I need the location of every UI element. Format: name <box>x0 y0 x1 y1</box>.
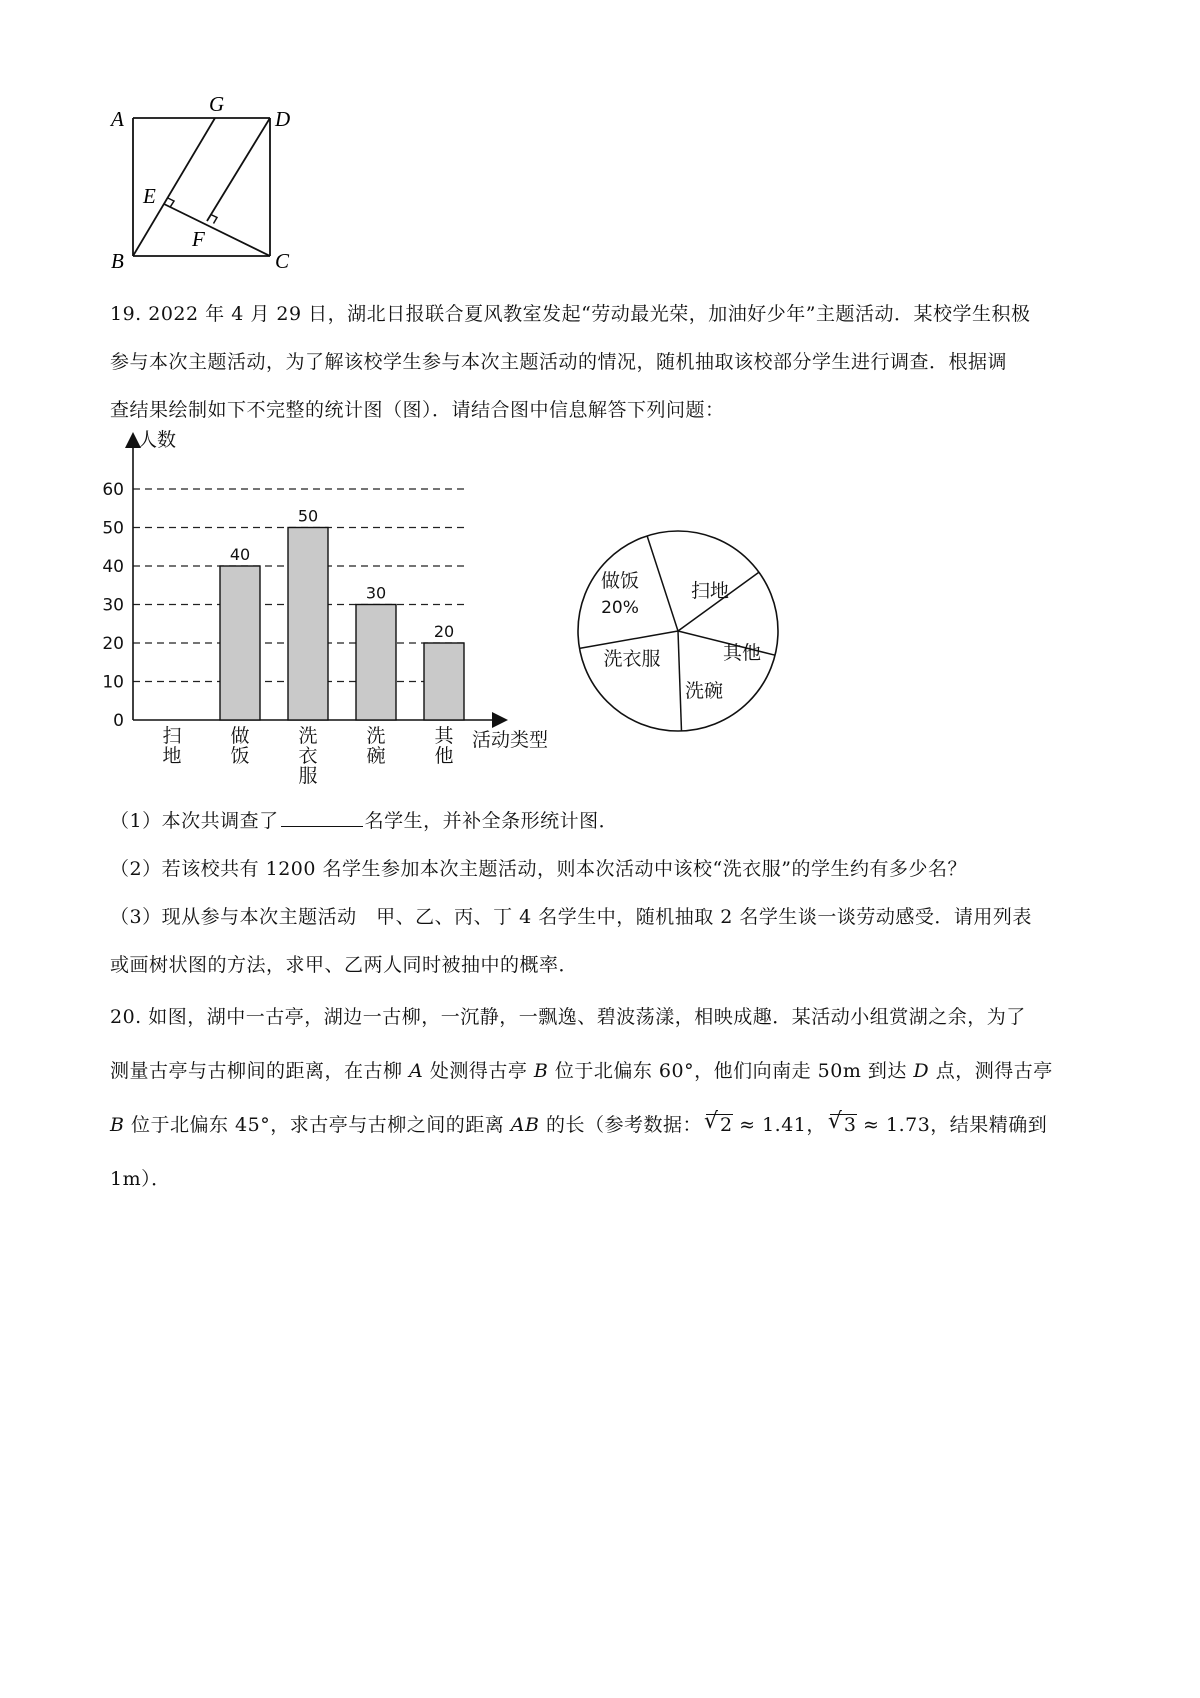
label-F: F <box>192 227 205 251</box>
q19-sub1-before: （1）本次共调查了 <box>110 810 279 832</box>
q20-line-3 <box>110 1098 1100 1152</box>
sqrt-2: √ 2 <box>706 1114 733 1135</box>
y-tick-label: 0 <box>113 711 124 731</box>
y-tick-label: 20 <box>102 634 124 654</box>
x-category-label: 服 <box>298 765 318 787</box>
point-B: B <box>533 1060 549 1082</box>
x-category-label: 饭 <box>230 745 250 767</box>
label-E: E <box>143 184 156 208</box>
pie-percent-label: 20% <box>601 598 639 618</box>
bar-做饭 <box>220 566 260 720</box>
q20-text: ≈ 1.41， <box>732 1114 826 1136</box>
y-tick-label: 10 <box>102 672 124 693</box>
q20-line-1: 20. 如图，湖中一古亭，湖边一古柳，一沉静，一飘逸、碧波荡漾，相映成趣．某活动小组赏湖之余，为了 <box>110 1006 1026 1028</box>
q19-sub3-line-2: 或画树状图的方法，求甲、乙两人同时被抽中的概率． <box>110 954 579 976</box>
q19-sub3-line-1: （3）现从参与本次主题活动 甲、乙、丙、丁 4 名学生中，随机抽取 2 名学生谈一谈劳动感受．请用列表 <box>110 906 1032 928</box>
point-D: D <box>913 1060 930 1082</box>
x-category-label: 洗 <box>298 725 318 747</box>
pie-label-其他: 其他 <box>722 642 762 664</box>
pie-slice-boundary <box>580 631 678 648</box>
pie-chart <box>570 525 790 745</box>
pie-label-洗碗: 洗碗 <box>684 680 724 702</box>
label-G: G <box>209 92 225 116</box>
bar-chart <box>100 420 570 800</box>
q20-text: 处测得古亭 <box>423 1060 534 1082</box>
q19-intro <box>110 290 1100 434</box>
q20-text: 的长（参考数据： <box>539 1114 702 1136</box>
x-category-label: 扫 <box>162 725 182 747</box>
x-category-label: 洗 <box>366 725 386 747</box>
pie-slice-boundary <box>678 631 681 731</box>
q19-sub2: （2）若该校共有 1200 名学生参加本次主题活动，则本次活动中该校“洗衣服”的学生约有多少名？ <box>110 858 967 880</box>
q20-text: 点，测得古亭 <box>929 1060 1053 1082</box>
bar-其他 <box>424 643 464 720</box>
q19-line-3: 查结果绘制如下不完整的统计图（图）．请结合图中信息解答下列问题： <box>110 399 725 421</box>
q19-sub1-after: 名学生，并补全条形统计图． <box>364 810 619 832</box>
q19-line-2: 参与本次主题活动，为了解该校学生参与本次主题活动的情况，随机抽取该校部分学生进行调查．根据调 <box>110 351 1008 373</box>
y-tick-label: 60 <box>102 480 124 500</box>
x-category-label: 做 <box>230 725 250 747</box>
y-axis-label: 人数 <box>138 429 177 451</box>
bar-value-label: 30 <box>365 583 387 603</box>
x-category-label: 碗 <box>366 745 386 767</box>
answer-blank <box>281 808 363 827</box>
bar-洗衣服 <box>288 528 328 721</box>
q19-subquestions <box>110 797 1100 989</box>
y-tick-label: 40 <box>102 557 124 577</box>
pie-slice-boundary <box>647 536 678 631</box>
q20-line-4: 1m）． <box>110 1168 171 1190</box>
x-axis-label: 活动类型 <box>472 729 549 751</box>
x-category-label: 衣 <box>298 745 318 767</box>
q20-text: 位于北偏东 60°，他们向南走 50m 到达 <box>548 1060 914 1082</box>
label-B: B <box>111 249 124 273</box>
pie-label-洗衣服: 洗衣服 <box>603 648 661 670</box>
sqrt-3: √ 3 <box>830 1114 857 1135</box>
q20-text: 测量古亭与古柳间的距离，在古柳 <box>110 1060 410 1082</box>
pie-label-做饭: 做饭 <box>600 570 640 592</box>
square-geometry-figure <box>105 90 325 280</box>
point-A: A <box>409 1060 424 1082</box>
segment-AB: AB <box>510 1114 540 1136</box>
label-C: C <box>275 249 290 273</box>
x-category-label: 他 <box>434 745 454 767</box>
label-A: A <box>111 107 124 131</box>
point-B: B <box>110 1114 125 1136</box>
q19-line-1: 19. 2022 年 4 月 29 日，湖北日报联合夏风教室发起“劳动最光荣，加油好少年”主题活动．某校学生积极 <box>110 303 1031 325</box>
q20-line-2 <box>110 1044 1100 1098</box>
pie-label-扫地: 扫地 <box>690 580 730 602</box>
x-category-label: 地 <box>162 745 182 767</box>
x-category-label: 其 <box>434 725 454 747</box>
label-D: D <box>275 107 291 131</box>
bar-value-label: 40 <box>229 545 251 564</box>
q20 <box>110 990 1100 1206</box>
bar-洗碗 <box>356 605 396 721</box>
q20-text: 位于北偏东 45°，求古亭与古柳之间的距离 <box>124 1114 511 1136</box>
y-tick-label: 50 <box>102 518 124 539</box>
q19-sub1 <box>110 797 1100 845</box>
y-tick-label: 30 <box>102 595 124 616</box>
q20-text: ≈ 1.73，结果精确到 <box>856 1114 1048 1136</box>
bar-value-label: 20 <box>433 622 455 641</box>
bar-value-label: 50 <box>297 506 319 526</box>
